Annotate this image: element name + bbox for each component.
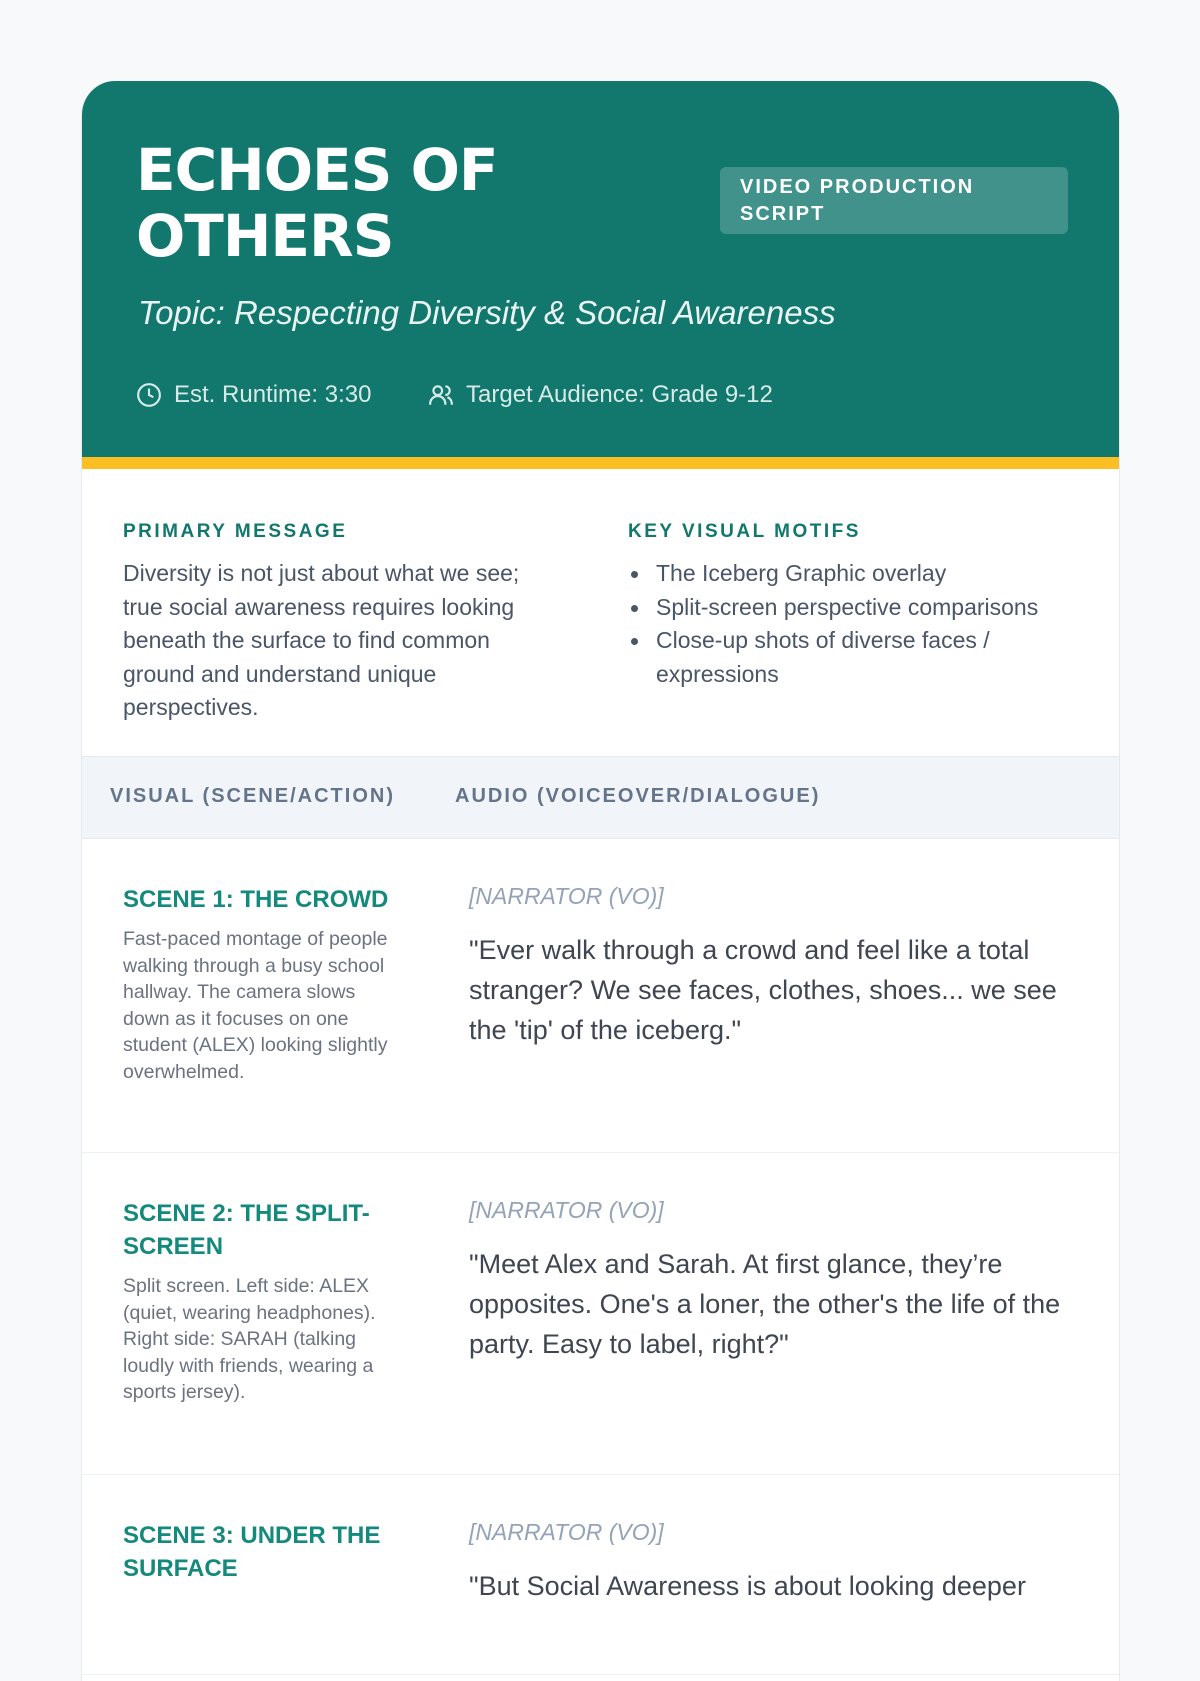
scene-visual	[123, 883, 393, 1085]
speaker-label: [NARRATOR (VO)]	[469, 1519, 664, 1545]
primary-message	[123, 521, 563, 725]
primary-message-text: Diversity is not just about what we see; true social awareness requires looking beneath the surface to find common ground and understand unique perspectives.	[123, 560, 520, 720]
list-item: Split-screen perspective comparisons	[628, 591, 1088, 625]
table-row	[82, 1153, 1119, 1475]
runtime-text: Est. Runtime: 3:30	[174, 381, 372, 408]
list-item: The Iceberg Graphic overlay	[628, 557, 1088, 591]
table-row	[82, 839, 1119, 1153]
primary-message-heading: PRIMARY MESSAGE	[123, 521, 348, 542]
speaker-label: [NARRATOR (VO)]	[469, 883, 664, 909]
scene-description: Fast-paced montage of people walking through a busy school hallway. The camera slows down as it focuses on one student (ALEX) looking slightly overwhelmed.	[123, 928, 388, 1083]
speaker-label: [NARRATOR (VO)]	[469, 1197, 664, 1223]
script-header	[82, 81, 1119, 469]
script-title: ECHOES OF OTHERS	[136, 136, 498, 270]
document-type-badge: VIDEO PRODUCTION SCRIPT	[720, 167, 1068, 234]
scene-visual	[123, 1197, 393, 1406]
visual-column-header: VISUAL (SCENE/ACTION)	[110, 785, 395, 807]
scene-description: Split screen. Left side: ALEX (quiet, wearing headphones). Right side: SARAH (talking loudly with friends, wearing a sports jersey).	[123, 1275, 376, 1403]
table-row	[82, 1475, 1119, 1675]
list-item: Close-up shots of diverse faces / expressions	[628, 624, 1088, 691]
scene-audio	[469, 883, 1069, 1050]
overview-section	[82, 469, 1119, 757]
audience-info	[428, 381, 773, 409]
audio-column-header: AUDIO (VOICEOVER/DIALOGUE)	[455, 785, 821, 807]
scene-title: SCENE 2: THE SPLIT-SCREEN	[123, 1200, 370, 1260]
scene-visual	[123, 1519, 393, 1595]
scene-title: SCENE 1: THE CROWD	[123, 886, 389, 913]
users-icon	[428, 382, 454, 408]
script-table-header	[82, 757, 1119, 839]
scene-audio	[469, 1197, 1069, 1364]
script-card	[81, 81, 1120, 1681]
dialogue-line: "But Social Awareness is about looking deeper	[469, 1571, 1026, 1601]
key-visual-motifs	[628, 521, 1088, 691]
clock-icon	[136, 382, 162, 408]
scene-audio	[469, 1519, 1069, 1606]
audience-text: Target Audience: Grade 9-12	[466, 381, 773, 408]
dialogue-line: "Ever walk through a crowd and feel like a total stranger? We see faces, clothes, shoes... we see the 'tip' of the iceberg."	[469, 935, 1057, 1045]
dialogue-line: "Meet Alex and Sarah. At first glance, they’re opposites. One's a loner, the other's the life of the party. Easy to label, right?"	[469, 1249, 1061, 1359]
motifs-heading: KEY VISUAL MOTIFS	[628, 521, 861, 542]
topic-subtitle: Topic: Respecting Diversity & Social Awareness	[138, 294, 836, 331]
runtime-info	[136, 381, 371, 409]
motifs-list	[628, 557, 1088, 691]
scene-title: SCENE 3: UNDER THE SURFACE	[123, 1522, 381, 1582]
